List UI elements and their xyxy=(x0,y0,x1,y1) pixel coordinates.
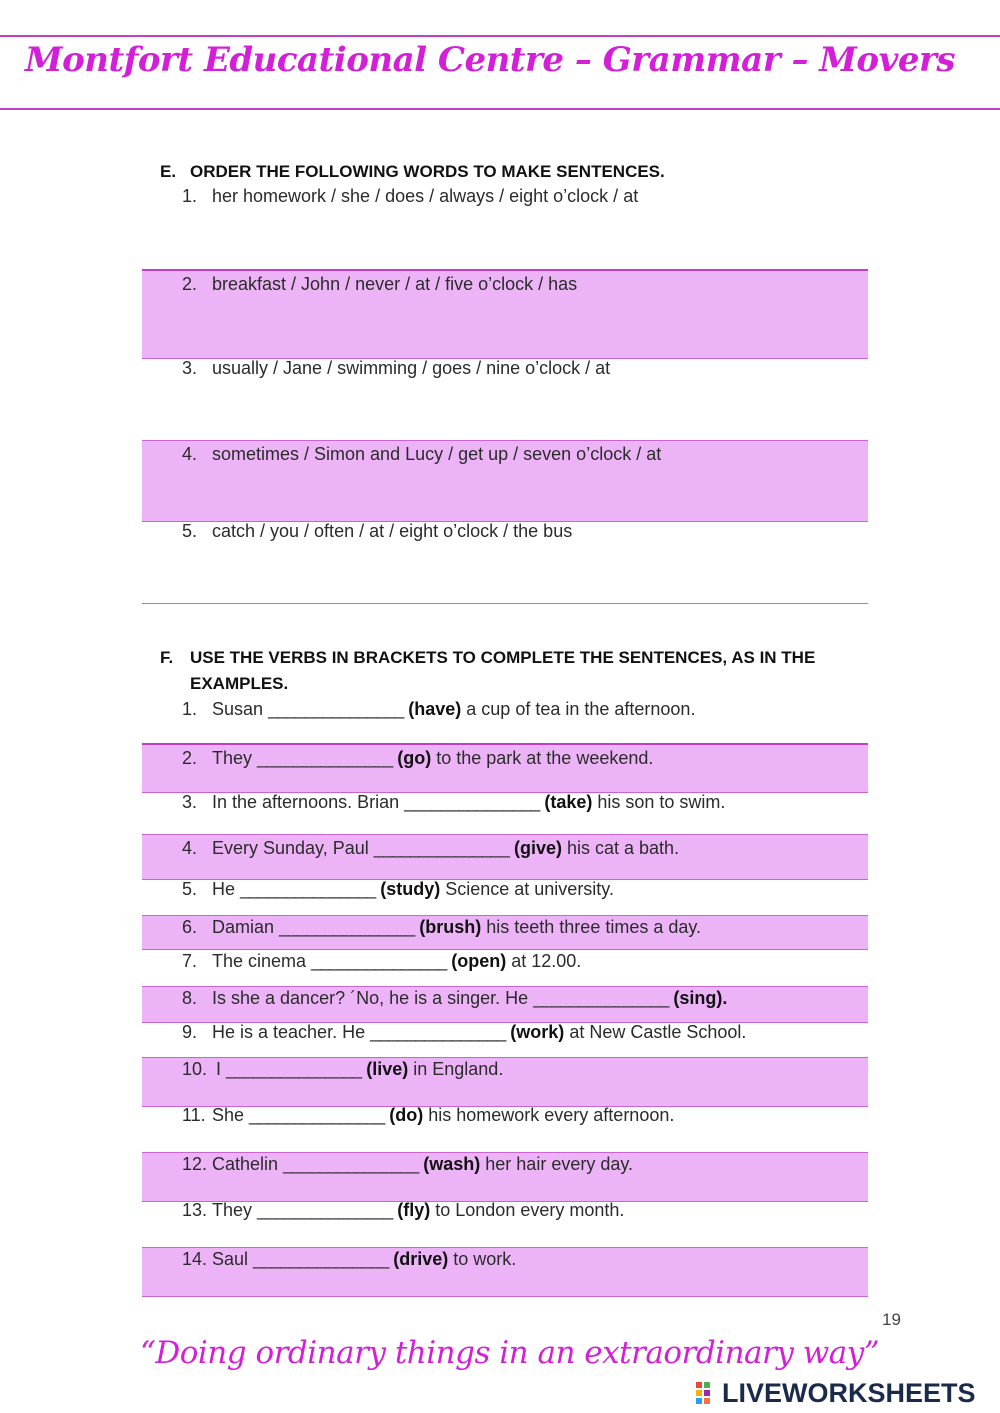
section-f-row-5 xyxy=(142,876,868,916)
list-item: 9. He is a teacher. He _______________ (work) at New Castle School. xyxy=(182,1022,747,1042)
section-f-row-7 xyxy=(142,949,868,987)
section-e-row-5 xyxy=(142,518,868,604)
answer-blank[interactable]: _______________ xyxy=(257,1200,393,1220)
verb-hint: (do) xyxy=(389,1105,424,1125)
verb-hint: (give) xyxy=(513,838,562,858)
answer-blank[interactable]: _______________ xyxy=(257,748,393,768)
section-f-row-13 xyxy=(142,1199,868,1249)
word-order-prompt: sometimes / Simon and Lucy / get up / seven o’clock / at xyxy=(212,444,662,464)
section-f-row-3 xyxy=(142,789,868,834)
list-item: 3. usually / Jane / swimming / goes / nine o’clock / at xyxy=(182,358,611,378)
section-e-row-3 xyxy=(142,355,868,441)
list-item: 3. In the afternoons. Brian _______________ (take) his son to swim. xyxy=(182,792,726,812)
section-f-row-14 xyxy=(142,1247,868,1297)
word-order-prompt: usually / Jane / swimming / goes / nine o’clock / at xyxy=(212,358,611,378)
list-item: 1. her homework / she / does / always / eight o’clock / at xyxy=(182,186,639,206)
list-item: 13. They _______________ (fly) to London every month. xyxy=(182,1200,625,1220)
answer-blank[interactable]: _______________ xyxy=(268,699,404,719)
list-item: 12. Cathelin _______________ (wash) her hair every day. xyxy=(182,1154,634,1174)
answer-blank[interactable]: _______________ xyxy=(533,988,669,1008)
section-f-row-4 xyxy=(142,834,868,880)
list-item: 5. catch / you / often / at / eight o’clock / the bus xyxy=(182,521,573,541)
verb-hint: (have) xyxy=(408,699,462,719)
section-f-row-10 xyxy=(142,1057,868,1107)
list-item: 1. Susan _______________ (have) a cup of tea in the afternoon. xyxy=(182,699,696,719)
answer-blank[interactable]: _______________ xyxy=(404,792,540,812)
section-f-row-1 xyxy=(142,696,868,744)
verb-hint: (wash) xyxy=(423,1154,481,1174)
verb-hint: (brush) xyxy=(419,917,482,937)
footer-quote: “Doing ordinary things in an extraordinary way” xyxy=(140,1335,880,1371)
page-title: Montfort Educational Centre – Grammar – Movers xyxy=(24,40,956,80)
list-item: 2. breakfast / John / never / at / five o’clock / has xyxy=(182,274,578,294)
list-item: 10. I _______________ (live) in England. xyxy=(182,1059,504,1079)
word-order-prompt: her homework / she / does / always / eight o’clock / at xyxy=(212,186,639,206)
answer-blank[interactable]: _______________ xyxy=(279,917,415,937)
header-top-rule xyxy=(0,35,1000,37)
answer-blank[interactable]: _______________ xyxy=(311,951,447,971)
list-item: 4. sometimes / Simon and Lucy / get up / seven o’clock / at xyxy=(182,444,662,464)
verb-hint: (open) xyxy=(451,951,507,971)
verb-hint: (live) xyxy=(366,1059,409,1079)
liveworksheets-logo-icon xyxy=(696,1380,718,1406)
section-f-letter: F. xyxy=(160,648,174,667)
section-f-heading: USE THE VERBS IN BRACKETS TO COMPLETE THE SENTENCES, AS IN THE EXAMPLES. xyxy=(190,648,816,693)
section-e-heading: ORDER THE FOLLOWING WORDS TO MAKE SENTENCES. xyxy=(190,162,665,181)
watermark-text: LIVEWORKSHEETS xyxy=(722,1377,976,1408)
answer-blank[interactable]: _______________ xyxy=(283,1154,419,1174)
list-item: 6. Damian _______________ (brush) his teeth three times a day. xyxy=(182,917,702,937)
liveworksheets-watermark[interactable] xyxy=(696,1378,976,1408)
verb-hint: (study) xyxy=(380,879,441,899)
list-item: 14. Saul _______________ (drive) to work. xyxy=(182,1249,517,1269)
section-e-letter: E. xyxy=(160,162,177,181)
list-item: 7. The cinema _______________ (open) at 12.00. xyxy=(182,951,582,971)
section-f-row-11 xyxy=(142,1104,868,1154)
answer-blank[interactable]: _______________ xyxy=(249,1105,385,1125)
section-f-row-12 xyxy=(142,1152,868,1202)
section-e-row-1 xyxy=(142,183,868,271)
section-f-title xyxy=(160,645,860,697)
section-e-title xyxy=(160,159,860,185)
answer-blank[interactable]: _______________ xyxy=(240,879,376,899)
list-item: 8. Is she a dancer? ´No, he is a singer. He _______________ (sing). xyxy=(182,988,728,1008)
word-order-prompt: breakfast / John / never / at / five o’clock / has xyxy=(212,274,578,294)
verb-hint: (work) xyxy=(510,1022,565,1042)
section-f-row-8 xyxy=(142,986,868,1023)
section-e-row-2 xyxy=(142,269,868,359)
list-item: 2. They _______________ (go) to the park at the weekend. xyxy=(182,748,654,768)
list-item: 4. Every Sunday, Paul _______________ (give) his cat a bath. xyxy=(182,838,680,858)
list-item: 5. He _______________ (study) Science at university. xyxy=(182,879,614,899)
answer-blank[interactable]: _______________ xyxy=(373,838,509,858)
header-bottom-rule xyxy=(0,108,1000,110)
verb-hint: (drive) xyxy=(393,1249,449,1269)
page-number: 19 xyxy=(882,1310,901,1329)
section-f-row-6 xyxy=(142,915,868,950)
section-e-row-4 xyxy=(142,440,868,522)
answer-blank[interactable]: _______________ xyxy=(226,1059,362,1079)
section-f-row-9 xyxy=(142,1020,868,1058)
verb-hint: (take) xyxy=(544,792,593,812)
word-order-prompt: catch / you / often / at / eight o’clock / the bus xyxy=(212,521,573,541)
verb-hint: (sing). xyxy=(673,988,728,1008)
section-f-row-2 xyxy=(142,743,868,793)
verb-hint: (fly) xyxy=(397,1200,431,1220)
list-item: 11. She _______________ (do) his homework every afternoon. xyxy=(182,1105,675,1125)
answer-blank[interactable]: _______________ xyxy=(370,1022,506,1042)
answer-blank[interactable]: _______________ xyxy=(253,1249,389,1269)
verb-hint: (go) xyxy=(397,748,432,768)
